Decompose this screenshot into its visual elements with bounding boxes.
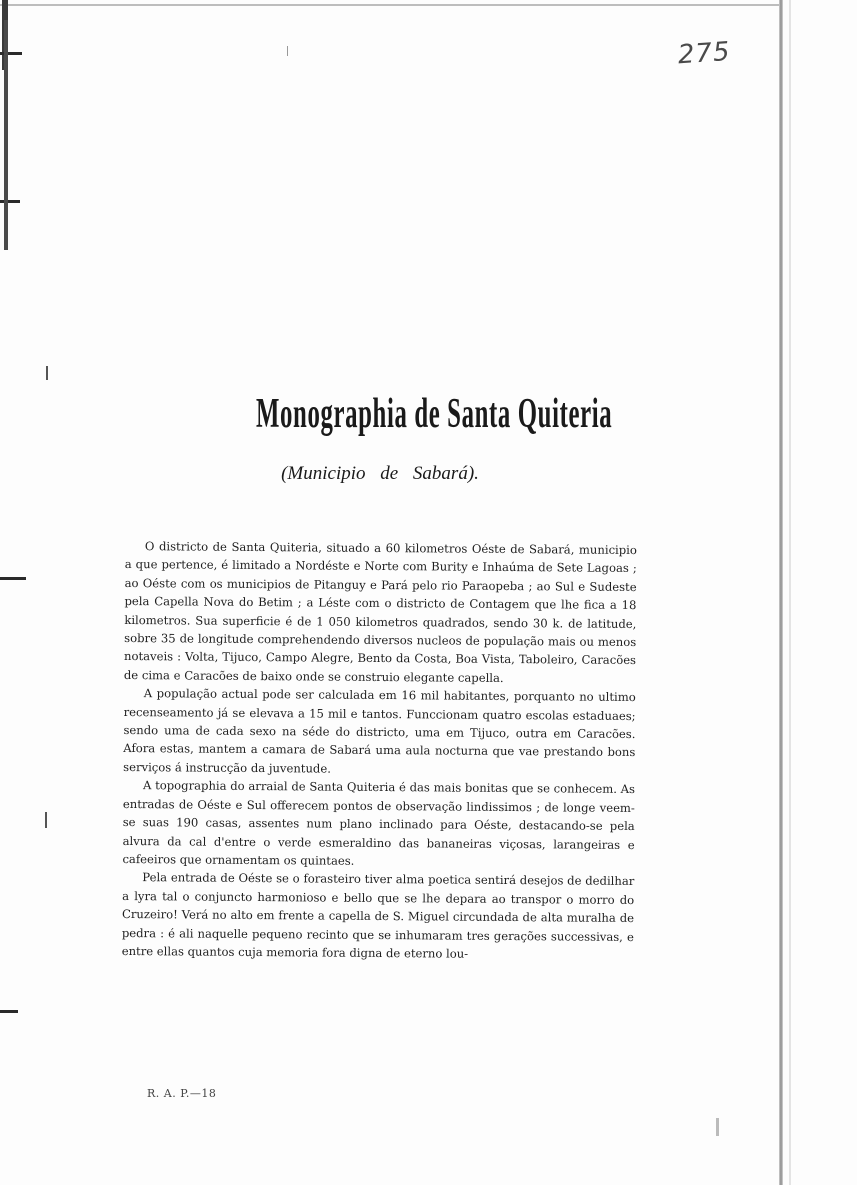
page-title: Monographia de Santa Quiteria bbox=[256, 389, 613, 437]
scan-speck bbox=[45, 812, 47, 828]
binding-tick bbox=[0, 577, 26, 580]
page-subtitle: (Municipio de Sabará). bbox=[281, 463, 479, 484]
scan-speck bbox=[46, 366, 48, 380]
binding-tick bbox=[0, 200, 20, 203]
folio-number: 275 bbox=[676, 36, 732, 71]
binding-shadow bbox=[4, 20, 8, 250]
page-top-edge bbox=[0, 4, 782, 6]
body-text bbox=[122, 537, 637, 964]
paragraph: Pela entrada de Oéste se o forasteiro tiver alma poetica sentirá desejos de dedilhar a lyra tal o conjuncto harmonioso e bello que se lhe depara ao transpor o morro do Cruzeiro! Verá no alto em frente a capella de S. Miguel circundada de alta muralha de pedra : é ali naquelle pequeno recinto que se inhumaram tres gerações successivas, e entre ellas quantos cuja memoria fora digna de eterno lou- bbox=[121, 870, 635, 961]
paragraph: A população actual pode ser calculada em 16 mil habitantes, porquanto no ultimo recenseamento já se elevava a 15 mil e tantos. Funccionam quatro escolas estaduaes; sendo uma de cada sexo na séde do districto, uma em Tijuco, outra em Caracões. Afora estas, mantem a camara de Sabará uma aula nocturna que vae prestando bons serviços á instrucção da juventude. bbox=[123, 686, 636, 776]
signature-mark: R. A. P.—18 bbox=[147, 1087, 217, 1100]
scan-speck bbox=[287, 46, 288, 56]
paragraph: A topographia do arraial de Santa Quiteria é das mais bonitas que se conhecem. As entradas de Oéste e Sul offerecem pontos de observação lindissimos ; de longe veem-se suas 190 casas, assentes num plano inclinado para Oéste, destacando-se pela alvura da cal d'entre o verde esmeraldino das bananeiras viçosas, larangeiras e cafeeiros que ornamentam os quintaes. bbox=[122, 778, 636, 868]
paragraph: O districto de Santa Quiteria, situado a 60 kilometros Oéste de Sabará, municipio a que pertence, é limitado a Nordéste e Norte com Burity e Inhaúma de Sete Lagoas ; ao Oéste com os municipios de Pitanguy e Pará pelo rio Paraopeba ; ao Sul e Sudeste pela Capella Nova do Betim ; a Léste com o districto de Contagem que lhe fica a 18 kilometros. Sua superficie é de 1 050 kilometros quadrados, sendo 30 k. de latitude, sobre 35 de longitude comprehendendo diversos nucleos de população mais ou menos notaveis : Volta, Tijuco, Campo Alegre, Bento da Costa, Boa Vista, Taboleiro, Caracões de cima e Caracões de baixo onde se construio elegante capella. bbox=[123, 539, 637, 685]
page-right-edge-shadow bbox=[789, 0, 791, 1185]
scan-speck bbox=[716, 1118, 719, 1136]
page-right-edge bbox=[779, 0, 783, 1185]
binding-tick bbox=[0, 1010, 18, 1013]
